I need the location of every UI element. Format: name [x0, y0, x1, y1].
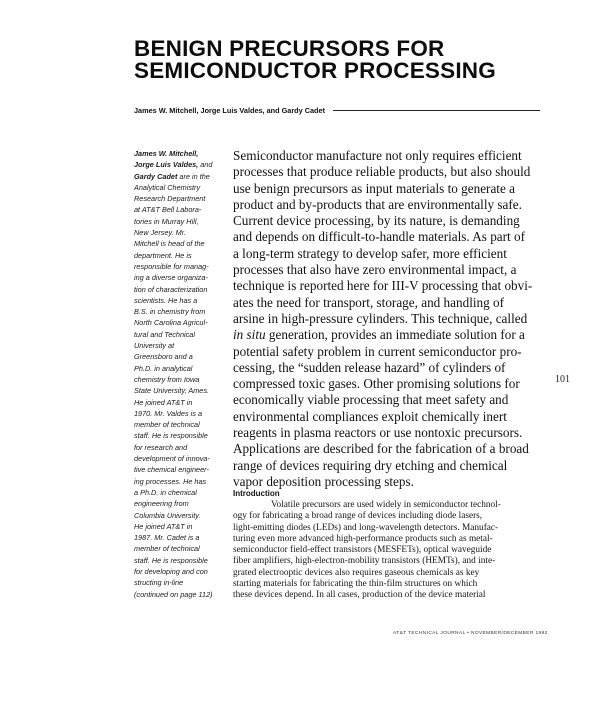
sidebar-line	[134, 363, 234, 374]
section-heading-introduction: Introduction	[233, 489, 280, 498]
sidebar-line-segment: New Jersey. Mr.	[134, 228, 186, 238]
body-line-segment: turing even more advanced high-performance products such as metal-	[233, 533, 493, 544]
sidebar-line-segment: tories in Murray Hill,	[134, 216, 199, 226]
abstract-line	[233, 441, 529, 457]
byline-row	[134, 103, 540, 117]
abstract-line-segment: ates the need for transport, storage, and handling of	[233, 294, 504, 310]
abstract-line-segment: arsine in high-pressure cylinders. This technique, called	[233, 310, 528, 326]
body-line-segment: semiconductor field-effect transistors (MESFETs), optical waveguide	[233, 545, 492, 556]
abstract-line-segment: technique is reported here for III-V processing that obvi-	[233, 278, 533, 294]
sidebar-line	[134, 577, 234, 588]
sidebar-line-segment: Mitchell is head of the	[134, 239, 205, 249]
sidebar-line-segment: James W. Mitchell,	[134, 149, 199, 158]
sidebar-line-segment: scientists. He has a	[134, 295, 198, 305]
abstract-line	[233, 278, 533, 294]
sidebar-line-segment: staff. He is responsible	[134, 431, 208, 441]
body-line	[233, 545, 533, 556]
sidebar-line-segment: are in the	[177, 171, 210, 181]
sidebar-line-segment: structing in-line	[134, 578, 184, 588]
sidebar-line-segment: member of technical	[134, 420, 200, 430]
sidebar-line-segment: ing processes. He has	[134, 476, 207, 486]
sidebar-line	[134, 464, 234, 475]
abstract-line-segment: Applications are described for the fabrication of a broad	[233, 441, 529, 457]
sidebar-line-segment: 1970. Mr. Valdes is a	[134, 408, 203, 418]
abstract-line	[233, 181, 525, 197]
sidebar-line-segment: He joined AT&T in	[134, 521, 193, 531]
sidebar-line	[134, 532, 234, 543]
sidebar-line-segment: at AT&T Bell Labora-	[134, 205, 202, 215]
abstract-line	[233, 164, 531, 180]
author-bio-sidebar	[134, 148, 234, 600]
abstract-line	[233, 246, 525, 262]
body-line	[233, 523, 533, 534]
sidebar-line	[134, 227, 234, 238]
abstract-line	[233, 474, 525, 490]
abstract-line	[233, 376, 525, 392]
sidebar-line-segment: 1987. Mr. Cadet is a	[134, 533, 200, 543]
body-text	[233, 500, 533, 602]
sidebar-line	[134, 521, 234, 532]
abstract-line-segment: Semiconductor manufacture not only requires efficient	[233, 148, 522, 163]
abstract-line	[233, 327, 525, 343]
abstract-line-segment: generation, provides an immediate solution for a	[265, 327, 525, 343]
sidebar-line-segment: He joined AT&T in	[134, 397, 193, 407]
sidebar-line-segment: and	[198, 160, 213, 170]
sidebar-line	[134, 543, 234, 554]
sidebar-line	[134, 510, 234, 521]
abstract-line	[233, 425, 525, 441]
sidebar-line-segment: tural and Technical	[134, 329, 195, 339]
body-line	[233, 534, 533, 545]
body-line-segment: light-emitting diodes (LEDs) and long-wavelength detectors. Manufac-	[233, 522, 499, 533]
body-line-segment: ogy for fabricating a broad range of devices including diode lasers,	[233, 511, 483, 522]
sidebar-line-segment: Gardy Cadet	[134, 171, 178, 181]
abstract-line	[233, 197, 525, 213]
sidebar-line-segment: department. He is	[134, 250, 192, 260]
abstract-line-segment: potential safety problem in current semiconductor pro-	[233, 343, 522, 359]
sidebar-line	[134, 589, 234, 600]
abstract-line	[233, 295, 525, 311]
abstract-line-segment: economically viable processing that meet safety and	[233, 392, 509, 408]
abstract-line-segment: in situ	[233, 327, 266, 343]
sidebar-line-segment: for research and	[134, 442, 188, 452]
sidebar-line	[134, 419, 234, 430]
sidebar-line	[134, 442, 234, 453]
sidebar-line	[134, 397, 234, 408]
sidebar-line-segment: for developing and con	[134, 566, 208, 576]
sidebar-line-segment: University at	[134, 341, 175, 351]
sidebar-line	[134, 351, 234, 362]
body-line	[233, 568, 533, 579]
sidebar-line-segment: Jorge Luis Valdes,	[134, 160, 199, 170]
article-abstract	[233, 148, 533, 490]
sidebar-line	[134, 193, 234, 204]
abstract-line	[233, 458, 525, 474]
abstract-line	[233, 409, 525, 425]
sidebar-line-segment: chemistry from Iowa	[134, 374, 200, 384]
sidebar-line	[134, 566, 234, 577]
sidebar-line-segment: tion of characterization	[134, 284, 208, 294]
body-line	[233, 511, 533, 522]
abstract-line	[233, 344, 525, 360]
sidebar-line-segment: Research Department	[134, 194, 206, 204]
abstract-line	[233, 148, 525, 164]
sidebar-line	[134, 430, 234, 441]
sidebar-line	[134, 487, 234, 498]
sidebar-line	[134, 295, 234, 306]
sidebar-line	[134, 385, 234, 396]
sidebar-line-segment: Ph.D. in analytical	[134, 363, 193, 373]
sidebar-line	[134, 182, 234, 193]
author-byline: James W. Mitchell, Jorge Luis Valdes, and Gardy Cadet	[134, 105, 325, 115]
abstract-line-segment: environmental compliances exploit chemically inert	[233, 408, 507, 424]
abstract-line-segment: a long-term strategy to develop safer, more efficient	[233, 245, 507, 261]
sidebar-line	[134, 340, 234, 351]
sidebar-line	[134, 272, 234, 283]
sidebar-line	[134, 317, 234, 328]
body-line-segment: starting materials for fabricating the thin-film structures on which	[233, 579, 478, 590]
sidebar-line-segment: responsible for manag-	[134, 261, 209, 271]
abstract-line-segment: use benign precursors as input materials to generate a	[233, 180, 515, 196]
article-title	[134, 38, 574, 82]
sidebar-line	[134, 204, 234, 215]
abstract-line	[233, 310, 528, 327]
body-line-segment: grated electrooptic devices also requires gaseous chemicals as key	[233, 567, 480, 578]
sidebar-line	[134, 555, 234, 566]
sidebar-line	[134, 329, 234, 340]
sidebar-line-segment: ing a diverse organiza-	[134, 273, 208, 283]
body-line-segment: fiber amplifiers, high-electron-mobility transistors (HEMTs), and inte-	[233, 556, 496, 567]
sidebar-line	[134, 250, 234, 261]
sidebar-line-segment: member of technical	[134, 544, 200, 554]
sidebar-line	[134, 284, 234, 295]
sidebar-line	[134, 453, 234, 464]
sidebar-line-segment: State University, Ames.	[134, 386, 210, 396]
sidebar-line-segment: B.S. in chemistry from	[134, 307, 206, 317]
body-line	[233, 579, 533, 590]
sidebar-line	[134, 261, 234, 272]
abstract-line-segment: processes that also have zero environmental impact, a	[233, 262, 517, 278]
sidebar-line	[134, 171, 234, 182]
sidebar-line-segment: a Ph.D. in chemical	[134, 487, 197, 497]
sidebar-line-segment: North Carolina Agricul-	[134, 318, 208, 328]
sidebar-line	[134, 498, 234, 509]
abstract-line-segment: processes that produce reliable products, but also should	[233, 164, 531, 180]
body-line	[233, 556, 533, 567]
sidebar-line	[134, 374, 234, 385]
abstract-line-segment: compressed toxic gases. Other promising solutions for	[233, 376, 520, 392]
page-number: 101	[555, 374, 570, 385]
abstract-line	[233, 262, 525, 278]
body-line-segment: these devices depend. In all cases, production of the device material	[233, 590, 486, 601]
title-line-2: SEMICONDUCTOR PROCESSING	[134, 58, 496, 83]
sidebar-line	[134, 238, 234, 249]
body-line	[233, 590, 533, 601]
sidebar-line-segment: engineering from	[134, 499, 189, 509]
abstract-line-segment: cessing, the “sudden release hazard” of cylinders of	[233, 359, 506, 375]
abstract-line-segment: reagents in plasma reactors or use nontoxic precursors.	[233, 425, 523, 441]
sidebar-line-segment: development of innova-	[134, 454, 210, 464]
sidebar-line	[134, 408, 234, 419]
title-line-1: BENIGN PRECURSORS FOR	[134, 36, 445, 61]
body-line-segment: Volatile precursors are used widely in semiconductor technol-	[271, 500, 501, 510]
abstract-line	[233, 392, 525, 408]
abstract-line-segment: and depends on difficult-to-handle materials. As part of	[233, 229, 525, 245]
abstract-line-segment: vapor deposition processing steps.	[233, 473, 414, 489]
abstract-line-segment: product and by-products that are environmentally safe.	[233, 196, 522, 212]
abstract-line-segment: range of devices requiring dry etching and chemical	[233, 457, 508, 473]
sidebar-line	[134, 476, 234, 487]
body-line	[233, 500, 533, 511]
sidebar-line-segment: Columbia University.	[134, 510, 201, 520]
sidebar-line-segment: (continued on page 112)	[134, 589, 213, 599]
sidebar-line	[134, 306, 234, 317]
sidebar-line-segment: Greensboro and a	[134, 352, 193, 362]
byline-rule	[333, 110, 540, 111]
sidebar-line	[134, 148, 234, 159]
abstract-line	[233, 360, 525, 376]
abstract-line	[233, 229, 525, 245]
sidebar-line-segment: Analytical Chemistry	[134, 182, 201, 192]
sidebar-line-segment: staff. He is responsible	[134, 555, 208, 565]
abstract-line-segment: Current device processing, by its nature, is demanding	[233, 213, 520, 229]
sidebar-line-segment: tive chemical engineer-	[134, 465, 209, 475]
abstract-line	[233, 213, 525, 229]
journal-footer: AT&T TECHNICAL JOURNAL • NOVEMBER/DECEMBER 1992	[393, 631, 548, 636]
sidebar-line	[134, 216, 234, 227]
sidebar-line	[134, 159, 234, 170]
